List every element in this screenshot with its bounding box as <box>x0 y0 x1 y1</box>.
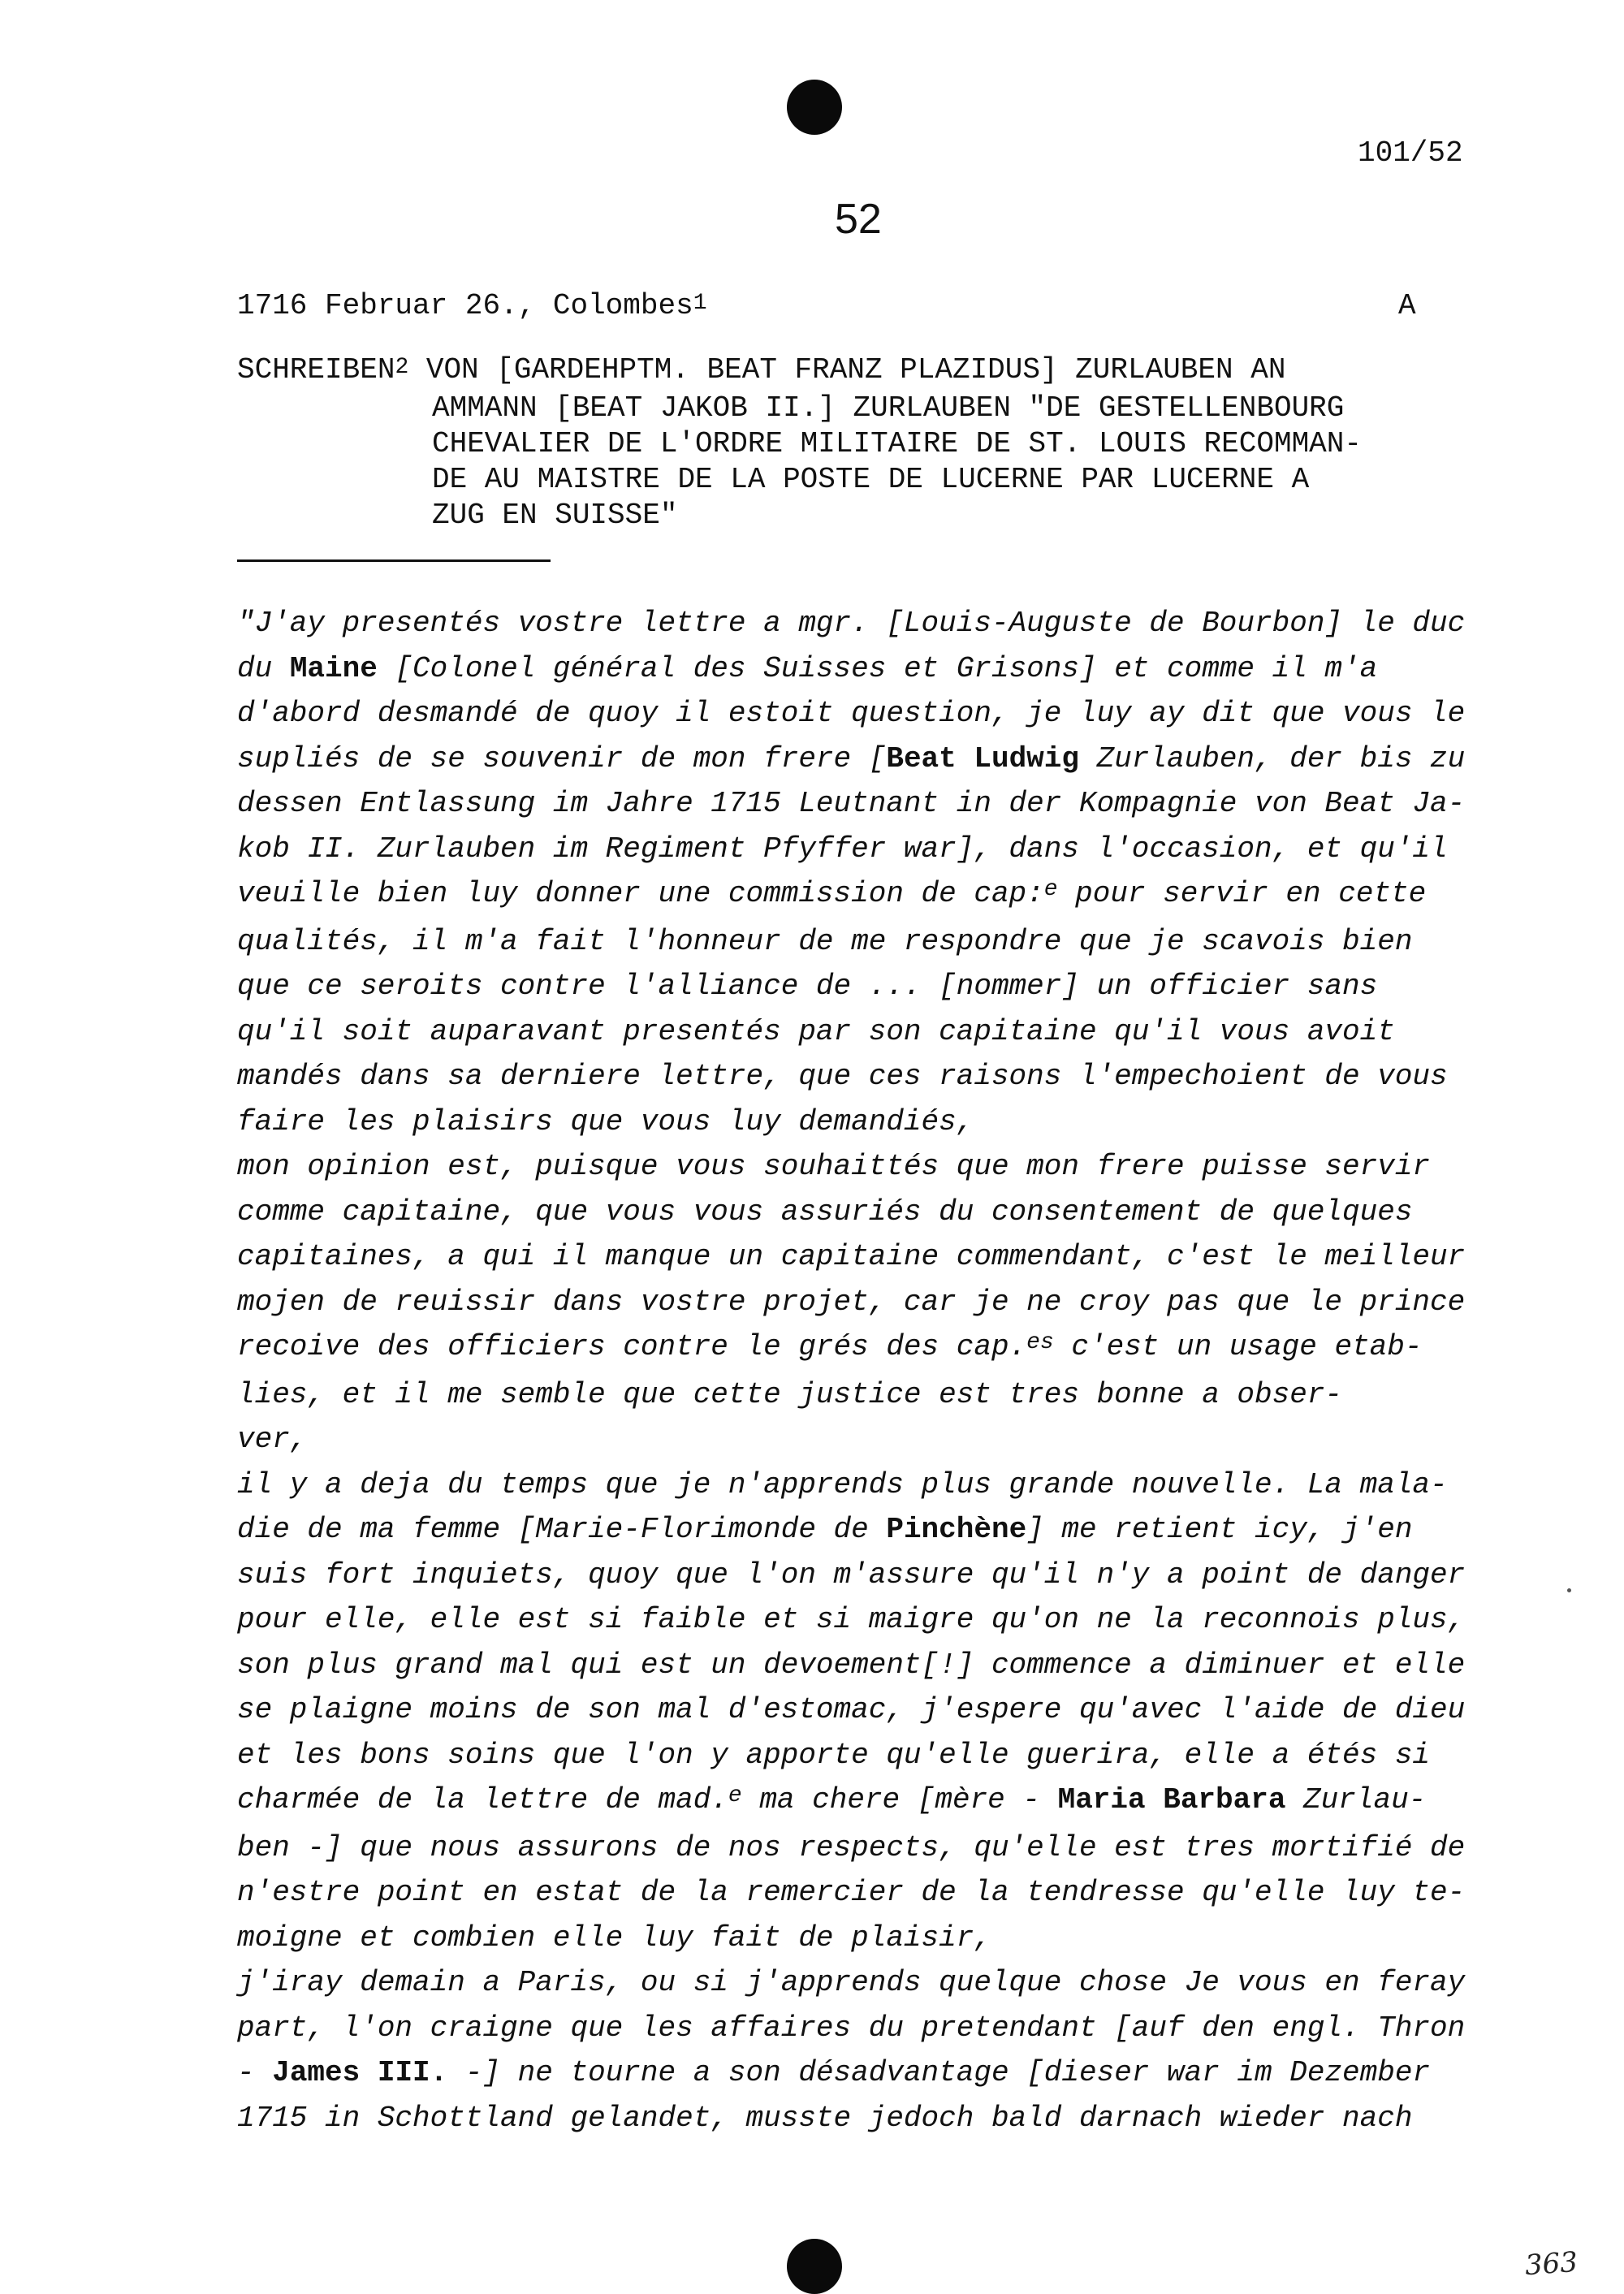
body-line: mon opinion est, puisque vous souhaittés que mon frere puisse servir <box>237 1150 1431 1183</box>
body-line: mandés dans sa derniere lettre, que ces raisons l'empechoient de vous <box>237 1060 1448 1093</box>
body-line: se plaigne moins de son mal d'estomac, j'espere qu'avec l'aide de dieu <box>237 1693 1466 1726</box>
body-line: du Maine [Colonel général des Suisses et Grisons] et comme il m'a <box>237 651 1378 685</box>
body-line: que ce seroits contre l'alliance de ... [nommer] un officier sans <box>237 970 1378 1003</box>
heading-line: DE AU MAISTRE DE LA POSTE DE LUCERNE PAR LUCERNE A <box>432 463 1310 496</box>
scan-speck <box>1567 1588 1571 1592</box>
body-line: recoive des officiers contre le grés des cap.$^{es}$ c'est un usage etab- <box>237 1330 1423 1363</box>
superscript: es <box>1026 1330 1054 1355</box>
body-line: mojen de reuissir dans vostre projet, car je ne croy pas que le prince <box>237 1285 1466 1319</box>
date-place: 1716 Februar 26., Colombes <box>237 289 693 322</box>
person-name: Maine <box>289 651 378 685</box>
person-name: Beat Ludwig <box>886 741 1079 775</box>
body-line: comme capitaine, que vous vous assuriés du consentement de quelques <box>237 1195 1413 1229</box>
folio-number: 101/52 <box>1358 136 1463 170</box>
heading-line: CHEVALIER DE L'ORDRE MILITAIRE DE ST. LOUIS RECOMMAN- <box>432 427 1362 460</box>
body-line: son plus grand mal qui est un devoement[!] commence a diminuer et elle <box>237 1648 1466 1682</box>
superscript: e <box>1043 877 1058 902</box>
body-line: il y a deja du temps que je n'apprends plus grande nouvelle. La mala- <box>237 1467 1448 1501</box>
footnote-marker: 2 <box>395 355 409 380</box>
body-line: 1715 in Schottland gelandet, musste jedoch bald darnach wieder nach <box>237 2101 1413 2135</box>
body-line: pour elle, elle est si faible et si maigre qu'on ne la reconnois plus, <box>237 1603 1466 1636</box>
separator-rule <box>237 559 551 562</box>
document-heading <box>237 352 1488 534</box>
body-line: "J'ay presentés vostre lettre a mgr. [Louis-Auguste de Bourbon] le duc <box>237 607 1466 640</box>
person-name: James III. <box>272 2056 448 2089</box>
body-line: j'iray demain a Paris, ou si j'apprends quelque chose Je vous en feray <box>237 1966 1466 1999</box>
body-line: qualités, il m'a fait l'honneur de me respondre que je scavois bien <box>237 924 1413 958</box>
body-line: supliés de se souvenir de mon frere [Beat Ludwig Zurlauben, der bis zu <box>237 741 1466 775</box>
body-line: lies, et il me semble que cette justice est tres bonne a obser- <box>237 1377 1343 1411</box>
superscript: e <box>728 1783 742 1808</box>
body-line: ben -] que nous assurons de nos respects, qu'elle est tres mortifié de <box>237 1830 1466 1864</box>
body-line: suis fort inquiets, quoy que l'on m'assure qu'il n'y a point de danger <box>237 1557 1466 1592</box>
body-line: part, l'on craigne que les affaires du pretendant [auf den engl. Thron <box>237 2011 1466 2045</box>
heading-text: VON [GARDEHPTM. BEAT FRANZ PLAZIDUS] ZURLAUBEN AN <box>408 353 1286 387</box>
body-line: faire les plaisirs que vous luy demandiés, <box>237 1104 974 1138</box>
heading-line <box>237 352 1488 391</box>
sigla: A <box>1398 289 1416 322</box>
body-line: n'estre point en estat de la remercier de la tendresse qu'elle luy te- <box>237 1876 1466 1909</box>
person-name: Pinchène <box>886 1513 1027 1546</box>
person-name: Maria Barbara <box>1057 1783 1286 1817</box>
heading-line: AMMANN [BEAT JAKOB II.] ZURLAUBEN "DE GESTELLENBOURG <box>432 391 1345 425</box>
archive-page-number: 363 <box>1523 2245 1579 2283</box>
body-line: qu'il soit auparavant presentés par son capitaine qu'il vous avoit <box>237 1014 1395 1048</box>
body-line: d'abord desmandé de quoy il estoit question, je luy ay dit que vous le <box>237 697 1466 730</box>
body-line: veuille bien luy donner une commission de cap:$^e$ pour servir en cette <box>237 877 1427 910</box>
punch-hole-bottom <box>787 2239 842 2294</box>
footnote-marker: 1 <box>693 291 707 316</box>
body-line: die de ma femme [Marie-Florimonde de Pinchène] me retient icy, j'en <box>237 1513 1413 1546</box>
body-line: ver, <box>237 1423 308 1456</box>
document-number: 52 <box>835 196 882 243</box>
heading-label: SCHREIBEN <box>237 353 395 387</box>
body-line: kob II. Zurlauben im Regiment Pfyffer war], dans l'occasion, et qu'il <box>237 832 1448 866</box>
body-line: capitaines, a qui il manque un capitaine commendant, c'est le meilleur <box>237 1240 1466 1273</box>
body-line: - James III. -] ne tourne a son désadvantage [dieser war im Dezember <box>237 2056 1431 2089</box>
punch-hole-top <box>787 80 842 135</box>
body-line: et les bons soins que l'on y apporte qu'elle guerira, elle a étés si <box>237 1738 1431 1772</box>
body-line: dessen Entlassung im Jahre 1715 Leutnant in der Kompagnie von Beat Ja- <box>237 787 1466 820</box>
body-line: moigne et combien elle luy fait de plaisir, <box>237 1920 991 1955</box>
body-line: charmée de la lettre de mad.$^e$ ma chere [mère - Maria Barbara Zurlau- <box>237 1783 1427 1817</box>
heading-line: ZUG EN SUISSE" <box>432 499 678 532</box>
date-line <box>237 289 707 322</box>
letter-body <box>237 601 1504 2141</box>
